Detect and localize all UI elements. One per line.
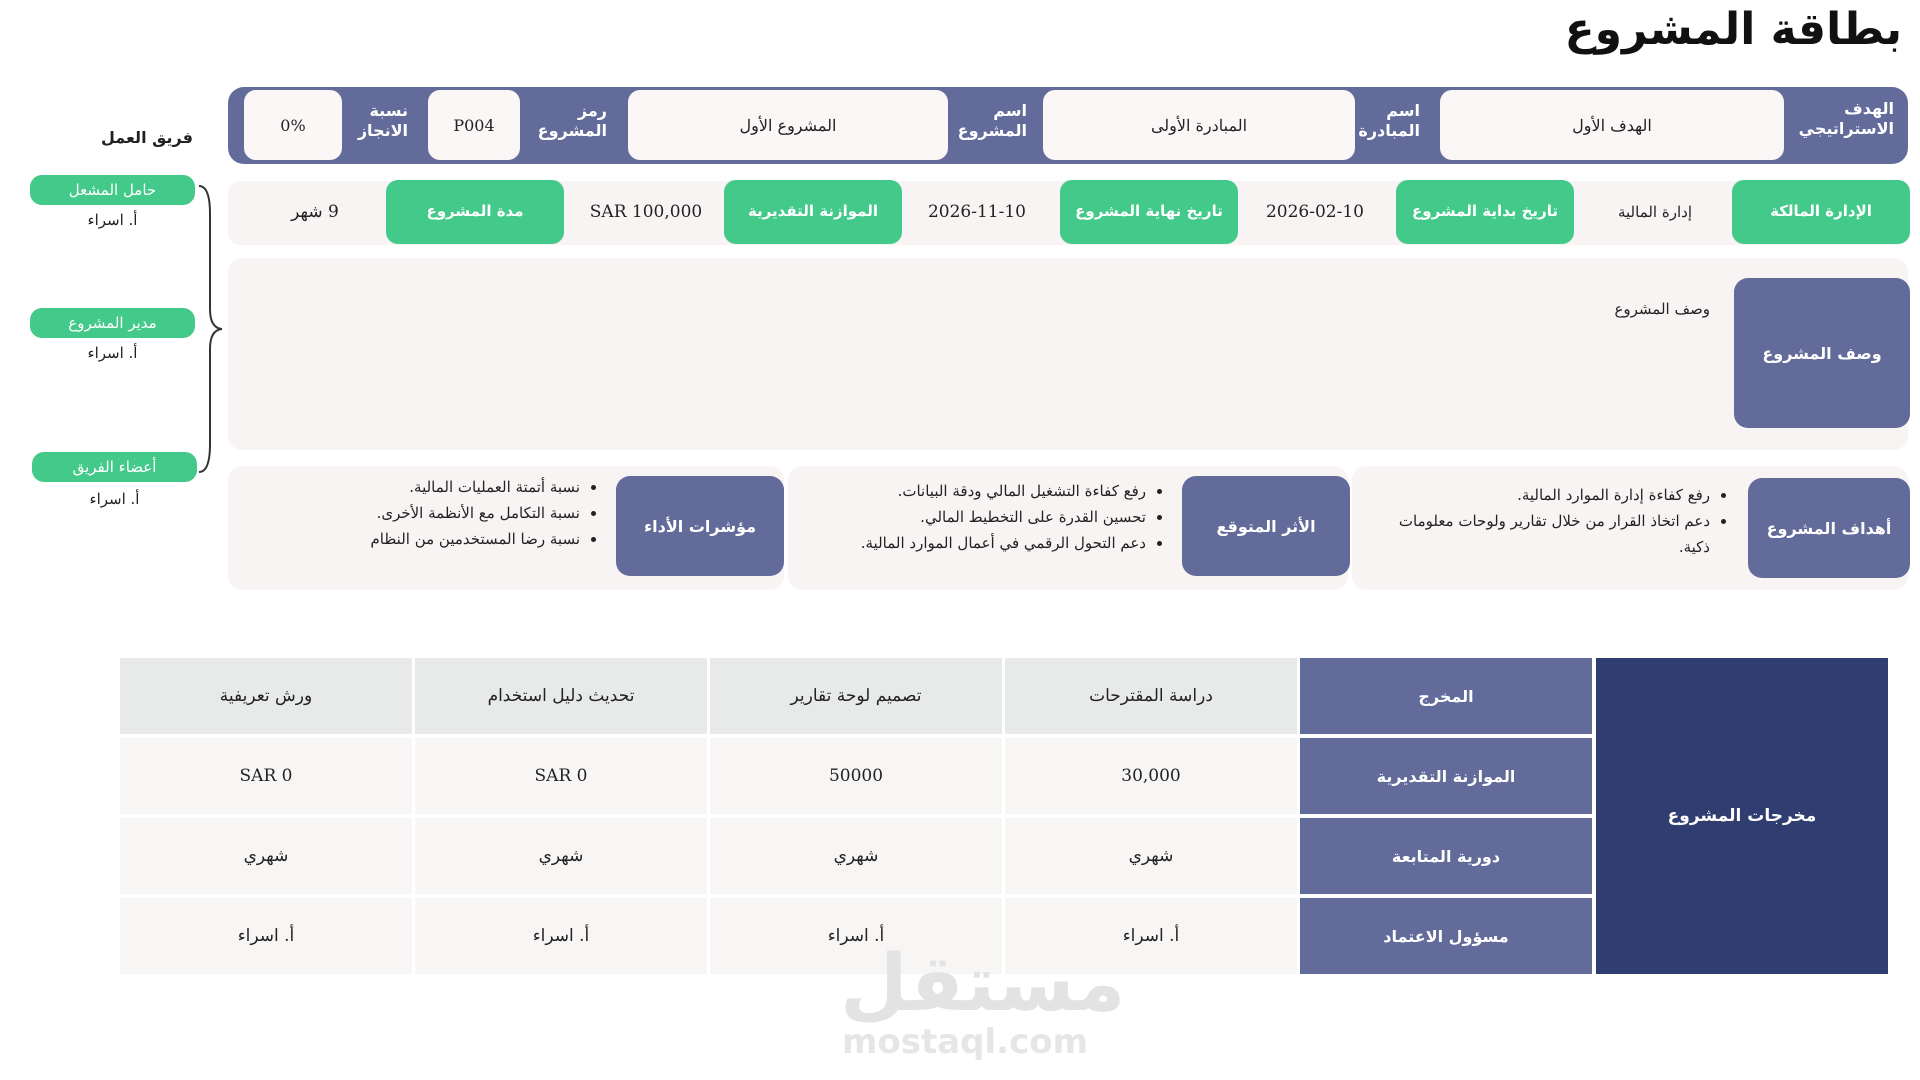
output-budget-cell: SAR 0 <box>415 738 707 814</box>
start-date-label: تاريخ بداية المشروع <box>1396 180 1574 244</box>
kpi-item: • نسبة التكامل مع الأنظمة الأخرى. <box>298 500 580 526</box>
initiative-field[interactable]: المبادرة الأولى <box>1043 90 1355 160</box>
output-frequency-cell: شهري <box>1005 818 1297 894</box>
impact-label: الأثر المتوقع <box>1182 476 1350 576</box>
team-role-project-manager: مدير المشروع <box>30 308 195 338</box>
output-name-cell: تحديث دليل استخدام <box>415 658 707 734</box>
kpi-item: • نسبة أتمتة العمليات المالية. <box>298 474 580 500</box>
objectives-label: أهداف المشروع <box>1748 478 1910 578</box>
output-budget-cell: 30,000 <box>1005 738 1297 814</box>
team-brace-icon <box>196 184 226 474</box>
end-date-value: 2026-11-10 <box>927 202 1026 222</box>
output-budget-cell: 50000 <box>710 738 1002 814</box>
objective-item: • دعم اتخاذ القرار من خلال تقارير ولوحات معلومات ذكية. <box>1364 508 1710 560</box>
end-date-label: تاريخ نهاية المشروع <box>1060 180 1238 244</box>
outputs-row-label-approver: مسؤول الاعتماد <box>1300 898 1592 974</box>
owner-value: إدارة المالية <box>1617 203 1692 221</box>
output-frequency-cell: شهري <box>415 818 707 894</box>
start-date-value: 2026-02-10 <box>1265 202 1364 222</box>
description-label: وصف المشروع <box>1734 278 1910 428</box>
output-frequency-cell: شهري <box>710 818 1002 894</box>
output-frequency-cell: شهري <box>120 818 412 894</box>
budget-value: SAR 100,000 <box>589 202 703 222</box>
outputs-section-label: مخرجات المشروع <box>1596 658 1888 974</box>
project-code-label: رمز المشروع <box>537 101 607 140</box>
team-member-name: أ. اسراء <box>87 344 138 362</box>
objectives-list <box>1364 482 1728 560</box>
initiative-label: اسم المبادرة <box>1358 101 1420 140</box>
budget-label: الموازنة التقديرية <box>724 180 902 244</box>
outputs-row-label-budget: الموازنة التقديرية <box>1300 738 1592 814</box>
impact-item: • رفع كفاءة التشغيل المالي ودقة البيانات. <box>824 478 1146 504</box>
team-role-members: أعضاء الفريق <box>32 452 197 482</box>
duration-value: 9 شهر <box>291 202 339 222</box>
output-approver-cell: أ. اسراء <box>415 898 707 974</box>
description-text: وصف المشروع <box>1614 300 1710 318</box>
watermark-logo: مستقل <box>840 939 1126 1029</box>
output-budget-cell: SAR 0 <box>120 738 412 814</box>
owner-label: الإدارة المالكة <box>1732 180 1910 244</box>
team-title: فريق العمل <box>101 128 193 147</box>
description-section <box>228 258 1908 450</box>
impact-list <box>824 478 1164 556</box>
objective-item: • رفع كفاءة إدارة الموارد المالية. <box>1364 482 1710 508</box>
page-title: بطاقة المشروع <box>1564 4 1902 55</box>
outputs-row-label-frequency: دورية المتابعة <box>1300 818 1592 894</box>
completion-field[interactable]: 0% <box>244 90 342 160</box>
impact-item: • دعم التحول الرقمي في أعمال الموارد المالية. <box>824 530 1146 556</box>
output-name-cell: دراسة المقترحات <box>1005 658 1297 734</box>
project-code-field[interactable]: P004 <box>428 90 520 160</box>
watermark-url: mostaql.com <box>841 1022 1089 1062</box>
duration-label: مدة المشروع <box>386 180 564 244</box>
output-approver-cell: أ. اسراء <box>1005 898 1297 974</box>
team-role-torchbearer: حامل المشعل <box>30 175 195 205</box>
output-name-cell: ورش تعريفية <box>120 658 412 734</box>
kpi-item: • نسبة رضا المستخدمين من النظام <box>298 526 580 552</box>
strategic-goal-field[interactable]: الهدف الأول <box>1440 90 1784 160</box>
project-name-label: اسم المشروع <box>957 101 1027 140</box>
strategic-goal-label: الهدف الاستراتيجي <box>1798 99 1894 138</box>
impact-item: • تحسين القدرة على التخطيط المالي. <box>824 504 1146 530</box>
kpi-label: مؤشرات الأداء <box>616 476 784 576</box>
outputs-row-label-output: المخرج <box>1300 658 1592 734</box>
project-name-field[interactable]: المشروع الأول <box>628 90 948 160</box>
team-member-name: أ. اسراء <box>89 490 140 508</box>
output-approver-cell: أ. اسراء <box>120 898 412 974</box>
team-member-name: أ. اسراء <box>87 211 138 229</box>
completion-label: نسبة الانجاز <box>357 101 408 140</box>
output-name-cell: تصميم لوحة تقارير <box>710 658 1002 734</box>
kpi-list <box>298 474 598 552</box>
output-approver-cell: أ. اسراء <box>710 898 1002 974</box>
